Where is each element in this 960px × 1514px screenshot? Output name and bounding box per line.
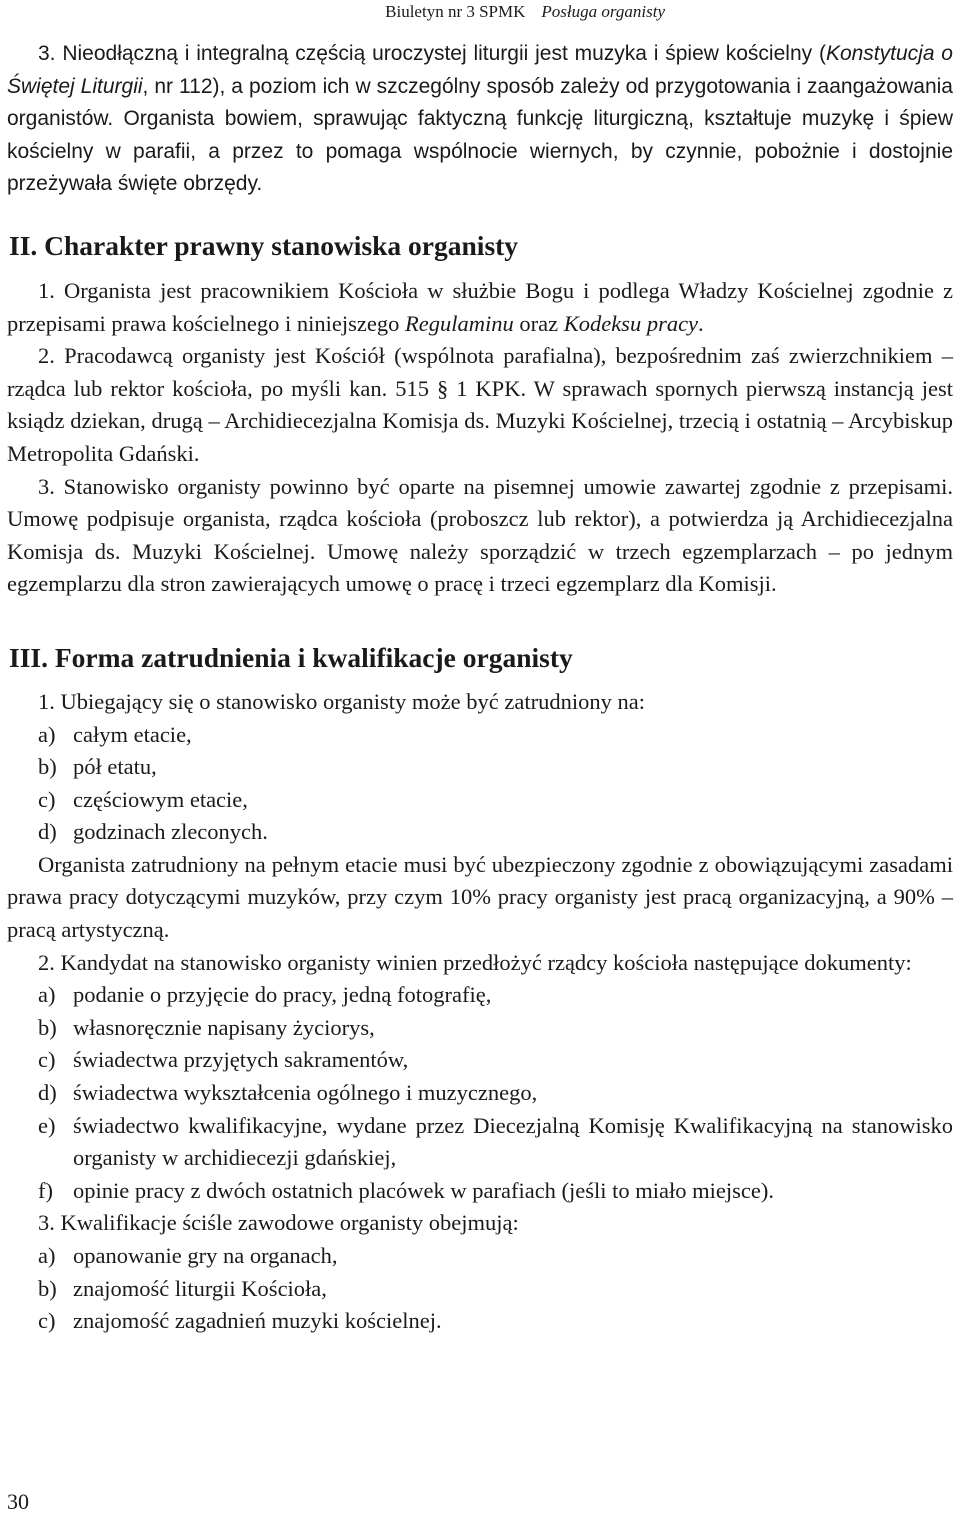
intro-text-1: 3. Nieodłączną i integralną częścią uroczystej liturgii jest muzyka i śpiew kościelny ( [38,42,826,65]
list-text: pół etatu, [73,754,157,780]
list-text: opanowanie gry na organach, [73,1243,338,1268]
list-text: świadectwo kwalifikacyjne, wydane przez Diecezjalną Komisję Kwalifikacyjną na stanowisko organisty w archidiecezji gdańskiej, [73,1112,953,1171]
s2p1-kodeks: Kodeksu pracy [563,310,699,336]
qualifications-list [7,1240,953,1338]
list-label: e) [38,1112,56,1138]
list-label: c) [38,786,56,812]
list-item [38,751,953,784]
document-body [7,38,953,1338]
list-item [38,1175,953,1208]
page-number: 30 [7,1489,29,1514]
list-text: znajomość liturgii Kościoła, [73,1275,327,1301]
list-item [38,784,953,817]
list-item [38,1110,953,1175]
section-3-paragraph-3: 3. Kwalifikacje ściśle zawodowe organisty obejmują: [38,1210,519,1236]
documents-list [7,979,953,1207]
employment-list [7,719,953,849]
section-2-paragraph-3: 3. Stanowisko organisty powinno być oparte na pisemnej umowie zawartej zgodnie z przepisami. Umowę podpisuje organista, rządca kościoła (proboszcz lub rektor), a potwierdza ją Archidiecezjalna Komisja ds. Muzyki Kościelnej. Umowę należy sporządzić w trzech egzemplarzach – po jednym egzemplarzu dla stron zawierających umowę o pracę i trzeci egzemplarz dla Komisji. [7,473,953,597]
list-label: f) [38,1177,53,1203]
s2p1-regulamin: Regulaminu [405,310,514,336]
intro-paragraph [7,38,953,201]
list-label: a) [38,1243,56,1268]
list-text: świadectwa przyjętych sakramentów, [73,1047,409,1073]
list-item [38,719,953,752]
intro-source: Konstytucja o Świętej Liturgii [7,42,953,98]
running-header [385,2,665,22]
list-text: znajomość zagadnień muzyki kościelnej. [73,1308,442,1334]
section-3-paragraph-1: 1. Ubiegający się o stanowisko organisty może być zatrudniony na: [38,688,645,714]
list-label: a) [38,982,56,1008]
list-item [38,816,953,849]
intro-text-3: Organista bowiem, sprawując faktyczną funkcję liturgiczną, kształtuje muzykę i śpiew kościelny w parafii, a przez to pomaga wspólnocie wiernych, by czynnie, pobożnie i dostojnie przeżywała święte obrzędy. [7,107,953,196]
list-text: całym etacie, [73,721,192,747]
s2p1-text-c: . [698,310,704,336]
list-label: c) [38,1308,56,1334]
section-3-paragraph-2: 2. Kandydat na stanowisko organisty winien przedłożyć rządcy kościoła następujące dokumenty: [38,949,912,975]
list-label: d) [38,819,57,845]
section-2-heading: II. Charakter prawny stanowiska organisty [9,229,519,261]
section-2-paragraph-2: 2. Pracodawcą organisty jest Kościół (wspólnota parafialna), bezpośrednim zaś zwierzchnikiem – rządca lub rektor kościoła, po myśli kan. 515 § 1 KPK. W sprawach spornych pierwszą instancją jest ksiądz dziekan, drugą – Archidiecezjalna Komisja ds. Muzyki Kościelnej, trzecią i ostatnią – Arcybiskup Metropolita Gdański. [7,343,953,466]
list-item [38,1273,953,1306]
list-text: częściowym etacie, [73,786,248,812]
employment-note: Organista zatrudniony na pełnym etacie musi być ubezpieczony zgodnie z obowiązującymi zasadami prawa pracy dotyczącymi muzyków, przy czym 10% pracy organisty jest pracą organizacyjną, a 90% – pracą artystyczną. [7,851,953,943]
list-item [38,1077,953,1110]
list-text: opinie pracy z dwóch ostatnich placówek w parafiach (jeśli to miało miejsce). [73,1177,774,1203]
section-title: Posługa organisty [541,2,665,21]
list-label: b) [38,1275,57,1301]
list-label: c) [38,1047,56,1073]
list-text: godzinach zleconych. [73,819,268,845]
list-label: d) [38,1080,57,1106]
list-text: podanie o przyjęcie do pracy, jedną fotografię, [73,982,492,1008]
intro-text-2: , nr 112), a poziom ich w szczególny sposób zależy od przygotowania i zaangażowania organistów. [7,74,953,131]
journal-title: Biuletyn nr 3 SPMK [385,2,526,21]
s2p1-text-a: 1. Organista jest pracownikiem Kościoła w służbie Bogu i podlega Władzy Kościelnej zgodnie z przepisami prawa kościelnego i niniejszego [7,277,953,336]
list-text: świadectwa wykształcenia ogólnego i muzycznego, [73,1080,538,1106]
list-label: b) [38,1014,57,1040]
list-label: b) [38,754,57,780]
list-item [38,1240,953,1273]
list-item [38,1012,953,1045]
section-2-paragraph-1 [7,275,953,340]
list-item [38,979,953,1012]
list-item [38,1305,953,1338]
section-3-heading: III. Forma zatrudnienia i kwalifikacje organisty [9,641,573,673]
list-item [38,1044,953,1077]
s2p1-text-b: oraz [513,310,564,336]
list-text: własnoręcznie napisany życiorys, [73,1014,375,1040]
list-label: a) [38,721,56,747]
